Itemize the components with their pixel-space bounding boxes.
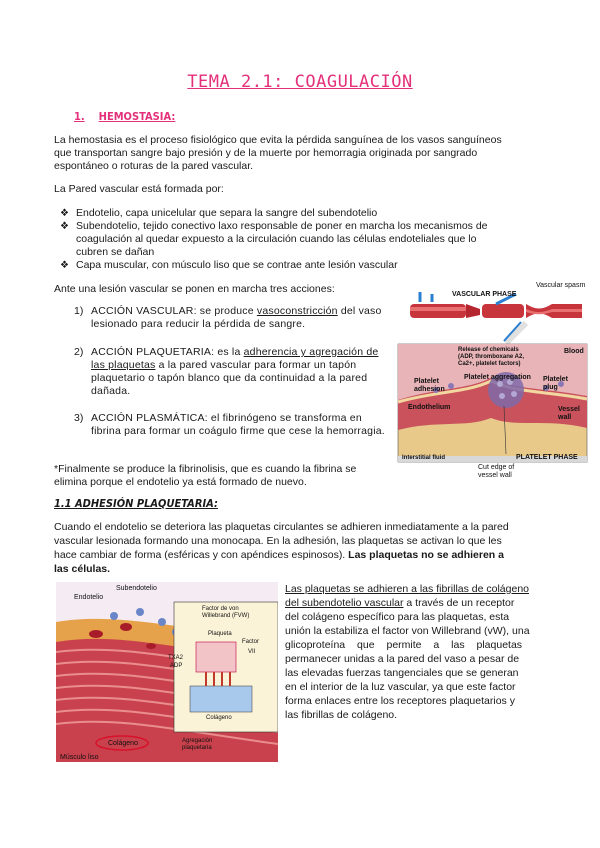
label-plaqueta: Plaqueta (208, 631, 232, 637)
intro-line-1: La hemostasia es el proceso fisiológico que evita la pérdida sanguínea de los vasos sanguíneos (54, 134, 502, 146)
action-text: plaquetario o tapón blanco que da continuidad a la pared (91, 372, 368, 384)
figure-vascular-platelet-phase (396, 278, 589, 482)
bullet-text: coagulación al quedar expuesto a la circulación cuando las células endoteliales que lo (76, 233, 477, 245)
action-text: del vaso (337, 305, 382, 317)
section-heading-hemostasia (74, 110, 175, 123)
action-number: 3) (74, 412, 84, 424)
adhesion-line (54, 549, 545, 562)
figure-platelet-adhesion (56, 582, 278, 762)
adhesion-detail-text: unión la estabiliza el factor von Willebrand (vW), una (285, 625, 530, 637)
action-text: a la pared vascular para formar un tapón (155, 359, 357, 371)
section-number: 1. (74, 110, 85, 123)
label-factor: Factor (242, 639, 260, 645)
action-text: lesionado para reducir la pérdida de sangre. (91, 318, 306, 330)
label-factor-von-willebrand: Factor de von Willebrand (FVW) (202, 606, 250, 619)
label-interstitial-fluid: Interstitial fluid (402, 455, 446, 461)
section-title: HEMOSTASIA: (98, 110, 176, 123)
action-text-underlined: adherencia y agregación de (243, 346, 379, 358)
adhesion-detail-text: las elevadas fuerzas tangenciales que se generan (285, 667, 519, 679)
adhesion-detail (285, 582, 545, 722)
adhesion-line: vascular lesionada formando una monocapa. En la adhesión, las plaquetas se activan lo que les (54, 535, 502, 547)
bullet-text: Endotelio, capa unicelular que separa la sangre del subendotelio (76, 207, 378, 219)
action-text-underlined: las plaquetas (91, 359, 156, 371)
label-adp: ADP (170, 663, 183, 669)
action-plasmatica (74, 412, 390, 438)
action-number: 2) (74, 346, 84, 358)
label-platelet-phase: PLATELET PHASE (516, 454, 578, 461)
label-musculo-liso: Músculo liso (60, 754, 99, 761)
bullet-item (60, 259, 546, 272)
section-heading-adhesion: 1.1 ADHESIÓN PLAQUETARIA: (54, 497, 218, 510)
label-platelet-aggregation: Platelet aggregation (464, 374, 531, 381)
label-endotelio: Endotelio (74, 594, 104, 601)
adhesion-bold: Las plaquetas no se adhieren a (348, 549, 504, 561)
bullet-text: Capa muscular, con músculo liso que se contrae ante lesión vascular (76, 259, 398, 271)
adhesion-line (54, 563, 545, 576)
adhesion-detail-underlined: del subendotelio vascular (285, 597, 404, 609)
adhesion-detail-text: glicoproteína que permite a las plaquetas (285, 639, 523, 651)
action-text: dañada. (91, 385, 131, 397)
action-text: ACCIÓN PLAQUETARIA: es la (91, 346, 244, 358)
bullet-item (60, 207, 546, 220)
label-release-chemicals: Release of chemicals (ADP, thromboxane A2, Ca2+, platelet factors) (458, 347, 525, 367)
label-blood: Blood (564, 348, 584, 355)
label-vessel-wall: Vessel wall (558, 406, 580, 421)
action-text: ACCIÓN VASCULAR: se produce (91, 305, 257, 317)
action-number: 1) (74, 305, 84, 317)
adhesion-detail-text: a través de un receptor (403, 597, 515, 609)
diamond-bullet-icon: ❖ (60, 221, 69, 232)
final-note-line: *Finalmente se produce la fibrinolisis, que es cuando la fibrina se (54, 463, 357, 475)
adhesion-bold: las células. (54, 563, 111, 575)
label-subendotelio: Subendotelio (116, 585, 157, 592)
label-platelet-adhesion: Platelet adhesion (414, 378, 445, 393)
action-text: ACCIÓN PLASMÁTICA: el fibrinógeno se transforma en (91, 412, 362, 424)
label-vascular-phase: VASCULAR PHASE (452, 291, 517, 298)
label-agregacion-plaquetaria: Agregación plaquetaria (182, 738, 213, 751)
adhesion-line: Cuando el endotelio se deteriora las plaquetas circulantes se adhieren inmediatamente a la pared (54, 521, 509, 533)
adhesion-detail-text: del colágeno específico para las plaquetas, esta (285, 611, 510, 623)
bullet-text: Subendotelio, tejido conectivo laxo responsable de poner en marcha los mecanismos de (76, 220, 488, 232)
adhesion-detail-underlined: Las plaquetas se adhieren a las fibrillas de colágeno (285, 583, 529, 595)
intro-line-2: que transportan sangre bajo presión y de la muerte por hemorragia originada por sangrado (54, 147, 478, 159)
action-text: fibrina para formar un coágulo firme que cese la hemorragia. (91, 425, 385, 437)
label-cut-edge: Cut edge of vessel wall (478, 464, 515, 479)
diamond-bullet-icon: ❖ (60, 208, 69, 219)
label-endothelium: Endothelium (408, 404, 451, 411)
adhesion-detail-text: las fibrillas de colágeno. (285, 709, 398, 721)
action-vascular (74, 305, 390, 331)
bullet-text: cubren se dañan (76, 246, 155, 258)
final-note (54, 463, 390, 489)
label-factor-vii: VII (248, 649, 256, 655)
action-text-underlined: vasoconstricción (256, 305, 338, 317)
adhesion-detail-text: en el interior de la luz vascular, ya que este factor (285, 681, 516, 693)
intro-line-3: espontáneo o roturas de la pared vascular. (54, 160, 254, 172)
final-note-line: elimina porque el endotelio ya está formado de nuevo. (54, 476, 307, 488)
label-colageno-box: Colágeno (206, 715, 232, 721)
label-platelet-plug: Platelet plug (543, 376, 568, 391)
wall-intro: La Pared vascular está formada por: (54, 183, 224, 195)
action-plaquetaria (74, 346, 390, 398)
adhesion-text: hace cambiar de forma (esféricas y con apéndices espinosos). (54, 549, 349, 561)
label-vascular-spasm: Vascular spasm (536, 282, 586, 289)
page-title: TEMA 2.1: COAGULACIÓN (187, 72, 413, 92)
adhesion-detail-text: permanecer unidas a la pared del vaso a pesar de (285, 653, 520, 665)
diamond-bullet-icon: ❖ (60, 260, 69, 271)
label-txa2: TXA2 (168, 655, 184, 661)
bullet-item (60, 220, 546, 259)
actions-intro: Ante una lesión vascular se ponen en marcha tres acciones: (54, 283, 335, 295)
adhesion-detail-text: forma enlaces entre los receptores plaquetarios y (285, 695, 515, 707)
label-colageno: Colágeno (108, 740, 138, 747)
